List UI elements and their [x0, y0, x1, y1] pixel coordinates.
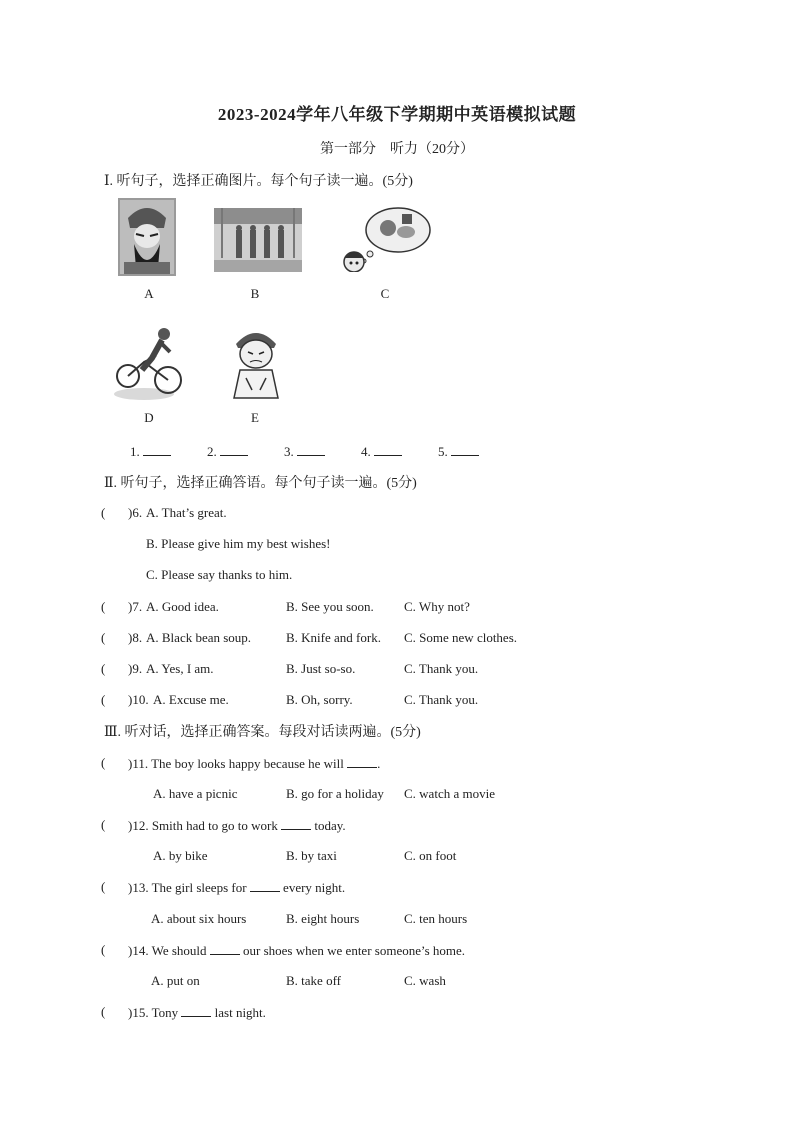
q8-option-b: B. Knife and fork. [286, 630, 381, 645]
q6-number: )6. [128, 505, 143, 520]
picture-e-sad-boy [226, 326, 286, 402]
q12-stem: )12. Smith had to go to work today. [128, 818, 346, 833]
picture-d-label: D [144, 410, 154, 425]
picture-c-boy-thinking-food [340, 206, 432, 272]
q7-option-c: C. Why not? [404, 599, 470, 614]
section1-heading: Ⅰ. 听句子，选择正确图片。每个句子读一遍。(5分) [104, 174, 413, 189]
picture-a-label: A [144, 286, 154, 301]
q13-answer-paren[interactable]: ( [101, 879, 106, 894]
q7-answer-paren[interactable]: ( [101, 599, 106, 614]
q7-option-b: B. See you soon. [286, 599, 374, 614]
picture-b-stage-show [214, 208, 302, 272]
q10-number: )10. [128, 692, 149, 707]
answer-blank-4[interactable]: 4. [361, 443, 402, 460]
answer-blank-5[interactable]: 5. [438, 443, 479, 460]
q11-option-b: B. go for a holiday [286, 786, 384, 801]
q9-number: )9. [128, 661, 143, 676]
picture-e-label: E [251, 410, 259, 425]
q12-option-c: C. on foot [404, 848, 457, 863]
q10-answer-paren[interactable]: ( [101, 692, 106, 707]
q13-stem: )13. The girl sleeps for every night. [128, 880, 346, 895]
q15-stem: )15. Tony last night. [128, 1005, 266, 1020]
q7-option-a: A. Good idea. [146, 599, 219, 614]
q10-option-b: B. Oh, sorry. [286, 692, 353, 707]
q12-option-b: B. by taxi [286, 848, 337, 863]
q12-option-a: A. by bike [153, 848, 208, 863]
q9-option-c: C. Thank you. [404, 661, 479, 676]
q11-option-c: C. watch a movie [404, 786, 495, 801]
part-one-subtitle: 第一部分 听力（20分） [320, 142, 474, 157]
page-title: 2023-2024学年八年级下学期期中英语模拟试题 [217, 105, 577, 124]
q9-option-a: A. Yes, I am. [146, 661, 214, 676]
q14-answer-paren[interactable]: ( [101, 942, 106, 957]
q15-answer-paren[interactable]: ( [101, 1004, 106, 1019]
q13-option-b: B. eight hours [286, 911, 360, 926]
q9-answer-paren[interactable]: ( [101, 661, 106, 676]
answer-blank-2[interactable]: 2. [207, 443, 248, 460]
answer-blank-1[interactable]: 1. [130, 443, 171, 460]
q6-option-c: C. Please say thanks to him. [146, 567, 293, 582]
q11-answer-paren[interactable]: ( [101, 755, 106, 770]
picture-a-opera-mask [118, 198, 176, 276]
q11-option-a: A. have a picnic [153, 786, 238, 801]
picture-d-cyclist [112, 326, 188, 402]
q6-option-a: A. That’s great. [146, 505, 227, 520]
q10-option-a: A. Excuse me. [153, 692, 229, 707]
q8-answer-paren[interactable]: ( [101, 630, 106, 645]
q7-number: )7. [128, 599, 143, 614]
q6-option-b: B. Please give him my best wishes! [146, 536, 331, 551]
q8-option-c: C. Some new clothes. [404, 630, 518, 645]
q8-option-a: A. Black bean soup. [146, 630, 252, 645]
answer-blank-3[interactable]: 3. [284, 443, 325, 460]
picture-c-label: C [380, 286, 390, 301]
q14-stem: )14. We should our shoes when we enter someone’s home. [128, 943, 466, 958]
q12-answer-paren[interactable]: ( [101, 817, 106, 832]
q9-option-b: B. Just so-so. [286, 661, 356, 676]
q11-stem: )11. The boy looks happy because he will . [128, 756, 381, 771]
q14-option-b: B. take off [286, 973, 341, 988]
section3-heading: Ⅲ. 听对话，选择正确答案。每段对话读两遍。(5分) [104, 725, 421, 740]
q8-number: )8. [128, 630, 143, 645]
section2-heading: Ⅱ. 听句子，选择正确答语。每个句子读一遍。(5分) [104, 476, 417, 491]
picture-b-label: B [250, 286, 260, 301]
q10-option-c: C. Thank you. [404, 692, 479, 707]
q14-option-c: C. wash [404, 973, 446, 988]
q14-option-a: A. put on [151, 973, 200, 988]
q13-option-a: A. about six hours [151, 911, 247, 926]
q13-option-c: C. ten hours [404, 911, 468, 926]
q6-answer-paren[interactable]: ( [101, 505, 106, 520]
